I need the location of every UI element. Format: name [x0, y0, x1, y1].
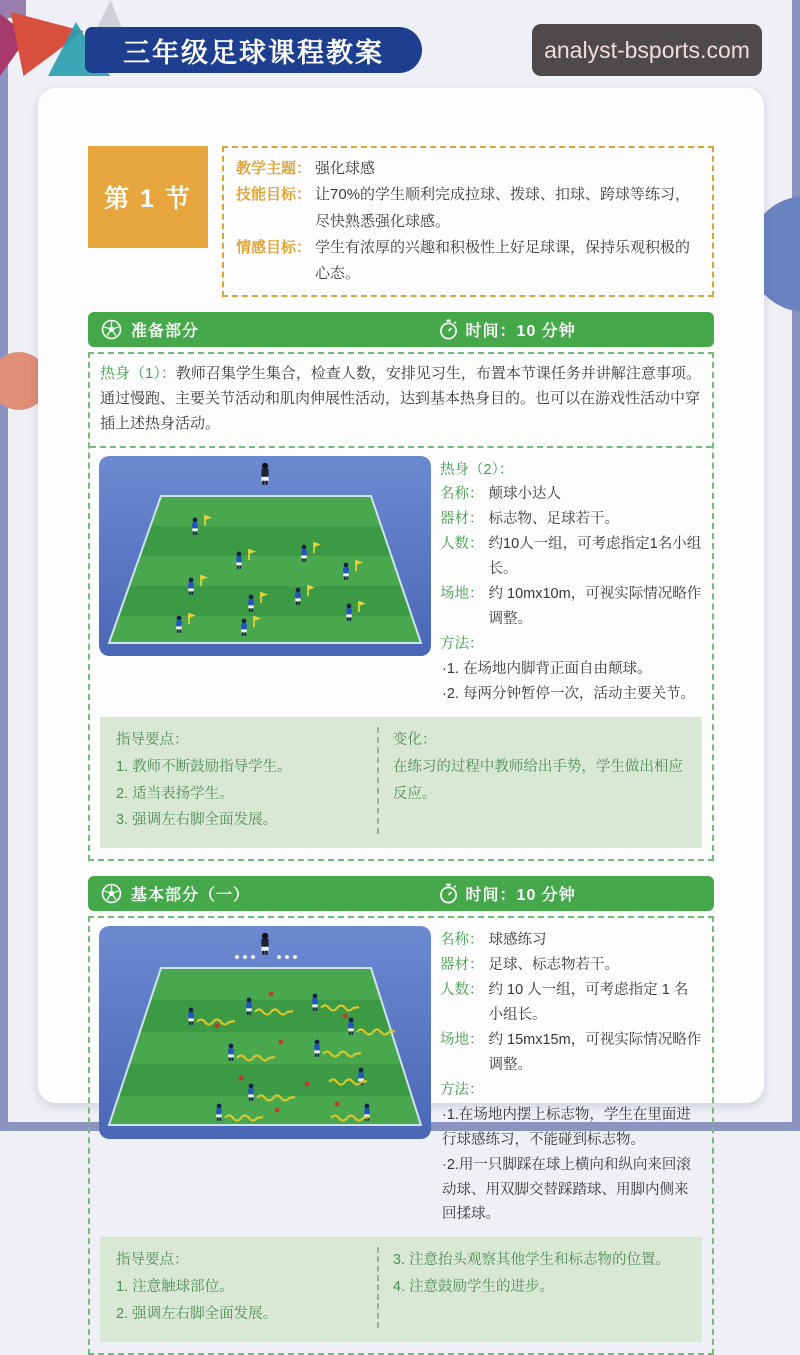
guidance-title: 指导要点：: [116, 1252, 189, 1269]
guidance-item: 3. 强调左右脚全面发展。: [116, 812, 278, 829]
lesson-card: [38, 88, 764, 1322]
goal-skill-text: 让70%的学生顺利完成拉球、拨球、扣球、跨球等练习，尽快熟悉强化球感。: [315, 186, 691, 230]
soccer-ball-icon: [101, 883, 122, 904]
guidance-points-continued: [377, 1247, 702, 1327]
goal-emotion-row: [236, 235, 700, 288]
variation-title: 变化：: [392, 731, 437, 748]
info-row: ·2. 每两分钟暂停一次，活动主要关节。: [442, 685, 695, 702]
info-row: 器材： 标志物、足球若干。: [440, 511, 619, 528]
section2-time: 时间：10 分钟: [465, 887, 576, 905]
field-diagram-2-wrap: [99, 926, 431, 1227]
section1-header-bar: [88, 312, 714, 347]
guidance-item: 3. 注意抬头观察其他学生和标志物的位置。: [392, 1252, 671, 1269]
guidance-points: [100, 727, 377, 834]
page-frame-right: [792, 0, 800, 1131]
guidance-item: 2. 强调左右脚全面发展。: [116, 1306, 278, 1322]
info-row: ·1. 在场地内脚背正面自由颠球。: [442, 661, 652, 677]
variation-item: 在练习的过程中教师给出手势，学生做出相应反应。: [392, 758, 683, 802]
guidance-points: [100, 1247, 377, 1327]
page-frame-left: [0, 0, 8, 1131]
info-row: 名称： 颠球小达人: [440, 486, 561, 503]
guidance-title: 指导要点：: [116, 731, 189, 748]
section2-info: [431, 926, 704, 1227]
section1-title: 准备部分: [131, 323, 200, 341]
stopwatch-icon: [439, 883, 458, 904]
field-diagram-2: [99, 926, 431, 1139]
section1-guidance-box: [100, 717, 702, 848]
info-row: 场地： 约 15mx15m，可视实际情况略作调整。: [440, 1031, 702, 1073]
goal-skill-row: [236, 182, 700, 235]
section1-body: [88, 352, 714, 861]
info-row: 方法：: [440, 636, 484, 653]
watermark-badge: [532, 24, 762, 76]
info-row: ·2.用一只脚踩在球上横向和纵向来回滚动球、用双脚交替踩踏球、用脚内侧来回揉球。: [442, 1156, 691, 1223]
page-title: [85, 27, 422, 73]
goal-emotion-label: 情感目标：: [236, 238, 312, 256]
goal-topic-row: [236, 156, 700, 182]
section2-header-bar: [88, 876, 714, 911]
section2-guidance-box: [100, 1237, 702, 1341]
goal-topic-text: 强化球感: [315, 160, 376, 177]
page-title-text: 三年级足球课程教案: [123, 37, 384, 68]
lesson-number-box: [88, 146, 208, 248]
field-diagram-1: [99, 456, 431, 656]
field-diagram-1-wrap: [99, 456, 431, 707]
section1-time-group: [439, 318, 576, 341]
guidance-item: 1. 注意触球部位。: [116, 1279, 234, 1296]
guidance-item: 1. 教师不断鼓励指导学生。: [116, 758, 292, 775]
info-row: 热身（2）：: [440, 461, 514, 478]
info-row: 人数： 约 10 人一组，可考虑指定 1 名小组长。: [440, 982, 689, 1023]
watermark-text: analyst-bsports.com: [544, 36, 750, 63]
lesson-header-row: [88, 146, 714, 297]
guidance-item: 4. 注意鼓励学生的进步。: [392, 1279, 555, 1296]
info-row: 器材： 足球、标志物若干。: [440, 957, 619, 974]
warmup1-text: 教师召集学生集合，检查人数，安排见习生，布置本节课任务并讲解注意事项。通过慢跑、主要关节活动和肌肉伸展性活动，达到基本热身目的。也可以在游戏性活动中穿插上述热身活动。: [100, 365, 701, 432]
soccer-ball-icon: [101, 319, 122, 340]
lesson-goals-box: [222, 146, 714, 297]
warmup1-paragraph: [90, 354, 712, 447]
goal-emotion-text: 学生有浓厚的兴趣和积极性上好足球课，保持乐观积极的心态。: [315, 238, 691, 282]
section2-body: [88, 916, 714, 1355]
section2-title: 基本部分（一）: [131, 887, 251, 905]
section2-time-group: [439, 882, 576, 905]
goal-topic-label: 教学主题：: [236, 160, 312, 177]
section1-content-row: [90, 448, 712, 713]
section1-info: [431, 456, 704, 707]
guidance-variation: [377, 727, 702, 834]
goal-skill-label: 技能目标：: [236, 186, 312, 204]
info-row: 方法：: [440, 1081, 484, 1098]
section2-content-row: [90, 918, 712, 1233]
info-row: 人数： 约10人一组，可考虑指定1名小组长。: [440, 536, 702, 578]
lesson-number-text: 第 1 节: [104, 185, 192, 213]
info-row: 场地： 约 10mx10m，可视实际情况略作调整。: [440, 586, 702, 628]
warmup1-label: 热身（1）：: [100, 365, 176, 383]
info-row: ·1.在场地内摆上标志物，学生在里面进行球感练习，不能碰到标志物。: [442, 1106, 691, 1148]
info-row: 名称： 球感练习: [440, 932, 547, 949]
stopwatch-icon: [439, 319, 458, 340]
section1-time: 时间：10 分钟: [465, 323, 576, 341]
guidance-item: 2. 适当表扬学生。: [116, 785, 234, 802]
